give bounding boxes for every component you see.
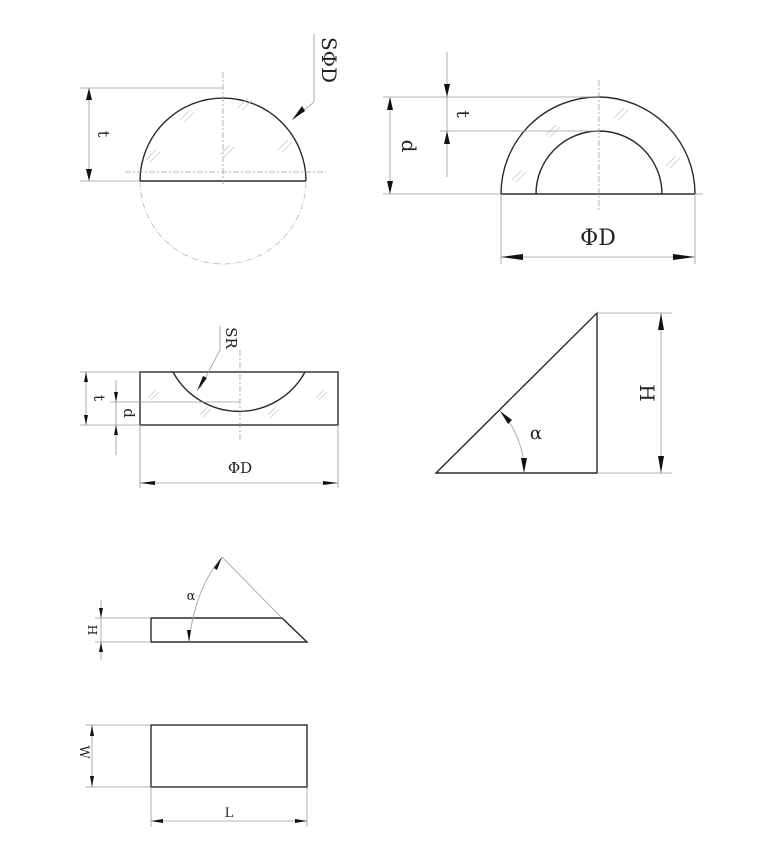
wedge-alpha-label: α: [186, 589, 196, 604]
lens-t-label: t: [90, 394, 108, 402]
wedge-l-label: L: [224, 806, 234, 821]
outer-arc: [501, 97, 695, 194]
angle-extension-line: [222, 557, 282, 618]
lens-diameter-label: ΦD: [227, 459, 253, 477]
angle-arc: [500, 411, 524, 473]
rectangle-outline: [151, 725, 307, 787]
glass-hatching: [146, 98, 292, 162]
right-prism-drawing: [436, 313, 672, 473]
lens-outline: [140, 372, 338, 425]
wedge-outline: [151, 618, 307, 642]
prism-outline: [436, 313, 597, 473]
wedge-top-drawing: [76, 725, 307, 827]
concave-lens-drawing: [80, 326, 338, 488]
wedge-w-label: W: [76, 745, 91, 759]
lens-sr-label: SR: [222, 327, 240, 349]
spherical-cavity: [173, 372, 305, 411]
sd-leader-line: [294, 34, 314, 118]
hemisphere-sd-label: SΦD: [317, 36, 341, 84]
wedge-h-label: H: [85, 624, 99, 636]
shell-d-label: d: [397, 139, 421, 153]
glass-hatching: [148, 390, 327, 417]
hemisphere-drawing: [80, 34, 341, 264]
shell-t-label: t: [452, 110, 473, 118]
lens-d-label: d: [120, 408, 138, 418]
phantom-lower-half: [140, 181, 306, 264]
dome-shell-drawing: [383, 52, 703, 264]
shell-diameter-label: ΦD: [580, 226, 616, 251]
hemisphere-t-label: t: [94, 130, 113, 138]
prism-alpha-label: α: [529, 423, 543, 444]
wedge-side-drawing: [85, 557, 307, 660]
prism-h-label: H: [635, 384, 659, 402]
